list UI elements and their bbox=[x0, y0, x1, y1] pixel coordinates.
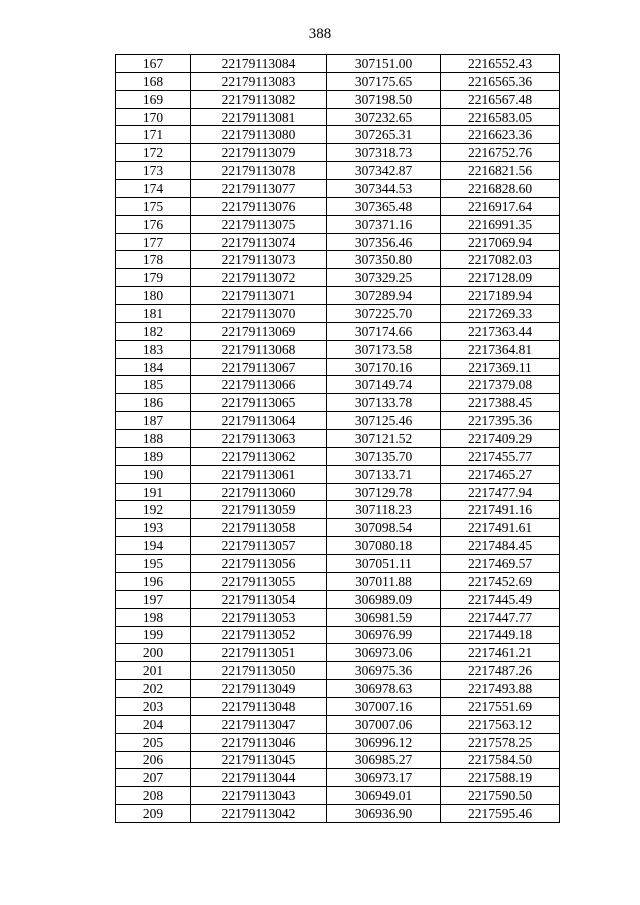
table-row bbox=[116, 126, 560, 144]
x-coordinate-cell: 307170.16 bbox=[327, 358, 441, 376]
point-id-cell: 22179113081 bbox=[191, 108, 327, 126]
y-coordinate-cell: 2217588.19 bbox=[441, 769, 560, 787]
point-id-cell: 22179113082 bbox=[191, 90, 327, 108]
y-coordinate-cell: 2217491.16 bbox=[441, 501, 560, 519]
table-row bbox=[116, 108, 560, 126]
point-number-cell: 206 bbox=[116, 751, 191, 769]
y-coordinate-cell: 2217395.36 bbox=[441, 412, 560, 430]
x-coordinate-cell: 307098.54 bbox=[327, 519, 441, 537]
point-number-cell: 189 bbox=[116, 447, 191, 465]
x-coordinate-cell: 307149.74 bbox=[327, 376, 441, 394]
point-id-cell: 22179113080 bbox=[191, 126, 327, 144]
point-id-cell: 22179113046 bbox=[191, 733, 327, 751]
point-number-cell: 209 bbox=[116, 805, 191, 823]
point-number-cell: 202 bbox=[116, 680, 191, 698]
table-row bbox=[116, 590, 560, 608]
point-id-cell: 22179113049 bbox=[191, 680, 327, 698]
point-number-cell: 178 bbox=[116, 251, 191, 269]
x-coordinate-cell: 306936.90 bbox=[327, 805, 441, 823]
y-coordinate-cell: 2216821.56 bbox=[441, 162, 560, 180]
point-number-cell: 173 bbox=[116, 162, 191, 180]
point-id-cell: 22179113064 bbox=[191, 412, 327, 430]
y-coordinate-cell: 2217452.69 bbox=[441, 572, 560, 590]
table-row bbox=[116, 501, 560, 519]
point-number-cell: 170 bbox=[116, 108, 191, 126]
y-coordinate-cell: 2217584.50 bbox=[441, 751, 560, 769]
x-coordinate-cell: 307344.53 bbox=[327, 180, 441, 198]
x-coordinate-cell: 307133.78 bbox=[327, 394, 441, 412]
point-id-cell: 22179113063 bbox=[191, 430, 327, 448]
table-row bbox=[116, 447, 560, 465]
point-id-cell: 22179113054 bbox=[191, 590, 327, 608]
x-coordinate-cell: 307007.06 bbox=[327, 715, 441, 733]
table-row bbox=[116, 269, 560, 287]
x-coordinate-cell: 307365.48 bbox=[327, 197, 441, 215]
x-coordinate-cell: 306989.09 bbox=[327, 590, 441, 608]
x-coordinate-cell: 306978.63 bbox=[327, 680, 441, 698]
y-coordinate-cell: 2217477.94 bbox=[441, 483, 560, 501]
point-number-cell: 192 bbox=[116, 501, 191, 519]
x-coordinate-cell: 306975.36 bbox=[327, 662, 441, 680]
point-id-cell: 22179113076 bbox=[191, 197, 327, 215]
table-row bbox=[116, 555, 560, 573]
x-coordinate-cell: 307135.70 bbox=[327, 447, 441, 465]
table-row bbox=[116, 769, 560, 787]
point-number-cell: 196 bbox=[116, 572, 191, 590]
point-number-cell: 172 bbox=[116, 144, 191, 162]
point-id-cell: 22179113057 bbox=[191, 537, 327, 555]
point-id-cell: 22179113073 bbox=[191, 251, 327, 269]
point-id-cell: 22179113060 bbox=[191, 483, 327, 501]
x-coordinate-cell: 307121.52 bbox=[327, 430, 441, 448]
x-coordinate-cell: 307133.71 bbox=[327, 465, 441, 483]
point-number-cell: 198 bbox=[116, 608, 191, 626]
point-number-cell: 171 bbox=[116, 126, 191, 144]
y-coordinate-cell: 2217082.03 bbox=[441, 251, 560, 269]
x-coordinate-cell: 306973.06 bbox=[327, 644, 441, 662]
y-coordinate-cell: 2217461.21 bbox=[441, 644, 560, 662]
x-coordinate-cell: 306976.99 bbox=[327, 626, 441, 644]
table-row bbox=[116, 715, 560, 733]
point-id-cell: 22179113052 bbox=[191, 626, 327, 644]
y-coordinate-cell: 2216565.36 bbox=[441, 72, 560, 90]
x-coordinate-cell: 307151.00 bbox=[327, 55, 441, 73]
x-coordinate-cell: 307371.16 bbox=[327, 215, 441, 233]
table-row bbox=[116, 733, 560, 751]
point-number-cell: 195 bbox=[116, 555, 191, 573]
point-number-cell: 208 bbox=[116, 787, 191, 805]
point-number-cell: 175 bbox=[116, 197, 191, 215]
y-coordinate-cell: 2217487.26 bbox=[441, 662, 560, 680]
point-number-cell: 167 bbox=[116, 55, 191, 73]
table-row bbox=[116, 751, 560, 769]
point-id-cell: 22179113078 bbox=[191, 162, 327, 180]
x-coordinate-cell: 307318.73 bbox=[327, 144, 441, 162]
table-row bbox=[116, 644, 560, 662]
table-row bbox=[116, 215, 560, 233]
x-coordinate-cell: 307329.25 bbox=[327, 269, 441, 287]
x-coordinate-cell: 307080.18 bbox=[327, 537, 441, 555]
x-coordinate-cell: 306996.12 bbox=[327, 733, 441, 751]
table-row bbox=[116, 662, 560, 680]
point-number-cell: 184 bbox=[116, 358, 191, 376]
point-number-cell: 188 bbox=[116, 430, 191, 448]
point-id-cell: 22179113048 bbox=[191, 697, 327, 715]
point-number-cell: 179 bbox=[116, 269, 191, 287]
point-id-cell: 22179113061 bbox=[191, 465, 327, 483]
y-coordinate-cell: 2216752.76 bbox=[441, 144, 560, 162]
x-coordinate-cell: 307225.70 bbox=[327, 305, 441, 323]
point-id-cell: 22179113047 bbox=[191, 715, 327, 733]
table-row bbox=[116, 358, 560, 376]
y-coordinate-cell: 2217269.33 bbox=[441, 305, 560, 323]
point-id-cell: 22179113071 bbox=[191, 287, 327, 305]
point-id-cell: 22179113044 bbox=[191, 769, 327, 787]
point-number-cell: 201 bbox=[116, 662, 191, 680]
table-row bbox=[116, 287, 560, 305]
y-coordinate-cell: 2216991.35 bbox=[441, 215, 560, 233]
table-row bbox=[116, 412, 560, 430]
table-row bbox=[116, 144, 560, 162]
x-coordinate-cell: 307125.46 bbox=[327, 412, 441, 430]
point-id-cell: 22179113042 bbox=[191, 805, 327, 823]
x-coordinate-cell: 307129.78 bbox=[327, 483, 441, 501]
table-row bbox=[116, 430, 560, 448]
point-id-cell: 22179113074 bbox=[191, 233, 327, 251]
point-id-cell: 22179113072 bbox=[191, 269, 327, 287]
x-coordinate-cell: 306985.27 bbox=[327, 751, 441, 769]
point-id-cell: 22179113058 bbox=[191, 519, 327, 537]
y-coordinate-cell: 2217363.44 bbox=[441, 322, 560, 340]
table-row bbox=[116, 394, 560, 412]
point-number-cell: 186 bbox=[116, 394, 191, 412]
point-number-cell: 183 bbox=[116, 340, 191, 358]
x-coordinate-cell: 307198.50 bbox=[327, 90, 441, 108]
point-number-cell: 185 bbox=[116, 376, 191, 394]
x-coordinate-cell: 307232.65 bbox=[327, 108, 441, 126]
point-number-cell: 191 bbox=[116, 483, 191, 501]
x-coordinate-cell: 307265.31 bbox=[327, 126, 441, 144]
table-row bbox=[116, 55, 560, 73]
point-id-cell: 22179113051 bbox=[191, 644, 327, 662]
table-row bbox=[116, 697, 560, 715]
point-id-cell: 22179113050 bbox=[191, 662, 327, 680]
table-row bbox=[116, 180, 560, 198]
x-coordinate-cell: 307051.11 bbox=[327, 555, 441, 573]
x-coordinate-cell: 307342.87 bbox=[327, 162, 441, 180]
y-coordinate-cell: 2216623.36 bbox=[441, 126, 560, 144]
point-id-cell: 22179113084 bbox=[191, 55, 327, 73]
point-number-cell: 174 bbox=[116, 180, 191, 198]
y-coordinate-cell: 2217364.81 bbox=[441, 340, 560, 358]
table-row bbox=[116, 251, 560, 269]
x-coordinate-cell: 306949.01 bbox=[327, 787, 441, 805]
point-id-cell: 22179113045 bbox=[191, 751, 327, 769]
page-number: 388 bbox=[308, 26, 332, 42]
point-number-cell: 187 bbox=[116, 412, 191, 430]
point-id-cell: 22179113066 bbox=[191, 376, 327, 394]
point-number-cell: 177 bbox=[116, 233, 191, 251]
point-number-cell: 169 bbox=[116, 90, 191, 108]
point-id-cell: 22179113077 bbox=[191, 180, 327, 198]
y-coordinate-cell: 2217447.77 bbox=[441, 608, 560, 626]
y-coordinate-cell: 2217369.11 bbox=[441, 358, 560, 376]
point-id-cell: 22179113062 bbox=[191, 447, 327, 465]
point-number-cell: 205 bbox=[116, 733, 191, 751]
point-id-cell: 22179113075 bbox=[191, 215, 327, 233]
point-id-cell: 22179113055 bbox=[191, 572, 327, 590]
point-id-cell: 22179113069 bbox=[191, 322, 327, 340]
point-id-cell: 22179113059 bbox=[191, 501, 327, 519]
table-row bbox=[116, 340, 560, 358]
y-coordinate-cell: 2217493.88 bbox=[441, 680, 560, 698]
y-coordinate-cell: 2216552.43 bbox=[441, 55, 560, 73]
x-coordinate-cell: 307350.80 bbox=[327, 251, 441, 269]
y-coordinate-cell: 2217491.61 bbox=[441, 519, 560, 537]
point-id-cell: 22179113070 bbox=[191, 305, 327, 323]
table-row bbox=[116, 626, 560, 644]
y-coordinate-cell: 2217465.27 bbox=[441, 465, 560, 483]
table-row bbox=[116, 197, 560, 215]
table-row bbox=[116, 305, 560, 323]
table-row bbox=[116, 233, 560, 251]
y-coordinate-cell: 2217409.29 bbox=[441, 430, 560, 448]
point-id-cell: 22179113067 bbox=[191, 358, 327, 376]
y-coordinate-cell: 2217590.50 bbox=[441, 787, 560, 805]
y-coordinate-cell: 2217069.94 bbox=[441, 233, 560, 251]
table-row bbox=[116, 787, 560, 805]
point-number-cell: 168 bbox=[116, 72, 191, 90]
table-row bbox=[116, 483, 560, 501]
point-id-cell: 22179113065 bbox=[191, 394, 327, 412]
x-coordinate-cell: 307356.46 bbox=[327, 233, 441, 251]
table-row bbox=[116, 376, 560, 394]
table-row bbox=[116, 608, 560, 626]
y-coordinate-cell: 2217379.08 bbox=[441, 376, 560, 394]
y-coordinate-cell: 2217455.77 bbox=[441, 447, 560, 465]
point-id-cell: 22179113079 bbox=[191, 144, 327, 162]
y-coordinate-cell: 2217449.18 bbox=[441, 626, 560, 644]
x-coordinate-cell: 306981.59 bbox=[327, 608, 441, 626]
table-row bbox=[116, 162, 560, 180]
x-coordinate-cell: 307007.16 bbox=[327, 697, 441, 715]
point-number-cell: 204 bbox=[116, 715, 191, 733]
point-number-cell: 197 bbox=[116, 590, 191, 608]
x-coordinate-cell: 307173.58 bbox=[327, 340, 441, 358]
point-id-cell: 22179113056 bbox=[191, 555, 327, 573]
x-coordinate-cell: 307118.23 bbox=[327, 501, 441, 519]
y-coordinate-cell: 2217445.49 bbox=[441, 590, 560, 608]
point-number-cell: 199 bbox=[116, 626, 191, 644]
y-coordinate-cell: 2217551.69 bbox=[441, 697, 560, 715]
point-number-cell: 176 bbox=[116, 215, 191, 233]
table-row bbox=[116, 465, 560, 483]
table-row bbox=[116, 519, 560, 537]
y-coordinate-cell: 2217189.94 bbox=[441, 287, 560, 305]
point-number-cell: 182 bbox=[116, 322, 191, 340]
point-number-cell: 190 bbox=[116, 465, 191, 483]
y-coordinate-cell: 2216567.48 bbox=[441, 90, 560, 108]
table-row bbox=[116, 322, 560, 340]
table-row bbox=[116, 537, 560, 555]
y-coordinate-cell: 2217484.45 bbox=[441, 537, 560, 555]
table-row bbox=[116, 572, 560, 590]
x-coordinate-cell: 307174.66 bbox=[327, 322, 441, 340]
point-number-cell: 194 bbox=[116, 537, 191, 555]
y-coordinate-cell: 2217469.57 bbox=[441, 555, 560, 573]
y-coordinate-cell: 2216583.05 bbox=[441, 108, 560, 126]
y-coordinate-cell: 2217595.46 bbox=[441, 805, 560, 823]
y-coordinate-cell: 2217578.25 bbox=[441, 733, 560, 751]
x-coordinate-cell: 307289.94 bbox=[327, 287, 441, 305]
x-coordinate-cell: 307175.65 bbox=[327, 72, 441, 90]
table-row bbox=[116, 90, 560, 108]
coordinate-table-body bbox=[116, 55, 560, 823]
coordinate-table bbox=[115, 54, 560, 823]
point-id-cell: 22179113083 bbox=[191, 72, 327, 90]
y-coordinate-cell: 2216917.64 bbox=[441, 197, 560, 215]
point-number-cell: 200 bbox=[116, 644, 191, 662]
point-id-cell: 22179113053 bbox=[191, 608, 327, 626]
y-coordinate-cell: 2216828.60 bbox=[441, 180, 560, 198]
table-row bbox=[116, 72, 560, 90]
point-id-cell: 22179113043 bbox=[191, 787, 327, 805]
point-number-cell: 181 bbox=[116, 305, 191, 323]
x-coordinate-cell: 307011.88 bbox=[327, 572, 441, 590]
y-coordinate-cell: 2217128.09 bbox=[441, 269, 560, 287]
point-number-cell: 207 bbox=[116, 769, 191, 787]
table-row bbox=[116, 680, 560, 698]
y-coordinate-cell: 2217563.12 bbox=[441, 715, 560, 733]
point-id-cell: 22179113068 bbox=[191, 340, 327, 358]
point-number-cell: 193 bbox=[116, 519, 191, 537]
y-coordinate-cell: 2217388.45 bbox=[441, 394, 560, 412]
x-coordinate-cell: 306973.17 bbox=[327, 769, 441, 787]
point-number-cell: 203 bbox=[116, 697, 191, 715]
point-number-cell: 180 bbox=[116, 287, 191, 305]
table-row bbox=[116, 805, 560, 823]
